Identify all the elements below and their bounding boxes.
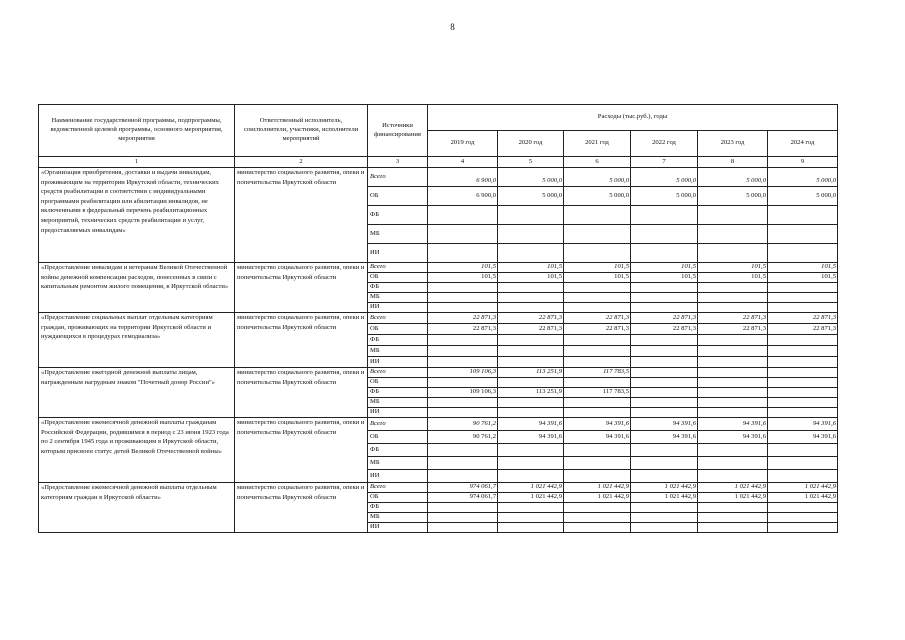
expense-value [564,244,631,263]
expense-value [498,470,564,483]
expense-value [698,470,768,483]
expense-value [428,444,498,457]
funding-source: ОБ [368,187,428,206]
funding-source: МБ [368,225,428,244]
expense-value: 5 000,0 [768,187,838,206]
column-number: 6 [564,157,631,168]
expense-value [631,503,698,513]
table-row [39,313,838,324]
expense-value [564,335,631,346]
expense-value [428,225,498,244]
expense-value: 94 391,6 [631,431,698,444]
expense-value [428,378,498,388]
expense-value [428,346,498,357]
expense-value [768,470,838,483]
expense-value [698,283,768,293]
funding-source: Всего [368,368,428,378]
program-executor: министерство социального развития, опеки и попечительства Иркутской области [235,263,368,313]
expense-value [428,335,498,346]
total-value: 94 391,6 [768,418,838,431]
expense-value [428,293,498,303]
expense-value [498,303,564,313]
expense-value [564,470,631,483]
total-value: 101,5 [698,263,768,273]
funding-source: ИИ [368,244,428,263]
expense-value [768,513,838,523]
expense-value: 1 021 442,9 [498,493,564,503]
funding-source: МБ [368,457,428,470]
expense-value [631,388,698,398]
expense-value: 101,5 [631,273,698,283]
expense-value [428,398,498,408]
expense-value: 101,5 [564,273,631,283]
expense-value [768,388,838,398]
program-executor: министерство социального развития, опеки и попечительства Иркутской области [235,313,368,368]
total-value [768,368,838,378]
funding-source: ФБ [368,444,428,457]
expense-value [698,444,768,457]
expense-value [698,206,768,225]
funding-source: ИИ [368,470,428,483]
expense-value [564,408,631,418]
expense-value [631,408,698,418]
funding-source: ФБ [368,503,428,513]
total-value: 90 761,2 [428,418,498,431]
expense-value: 101,5 [698,273,768,283]
expenses-table [38,104,838,533]
expense-value [631,398,698,408]
expense-value [631,293,698,303]
expense-value [428,457,498,470]
expense-value [698,408,768,418]
expense-value [768,303,838,313]
expense-value [631,513,698,523]
program-name: «Предоставление ежемесячной денежной выплаты отдельным категориям граждан в Иркутской области» [39,483,235,533]
funding-source: ФБ [368,206,428,225]
expense-value [768,244,838,263]
total-value: 974 061,7 [428,483,498,493]
expense-value: 101,5 [498,273,564,283]
expense-value [698,357,768,368]
expense-value [631,346,698,357]
funding-source: ОБ [368,273,428,283]
expense-value [631,457,698,470]
expense-value [498,346,564,357]
expense-value: 22 871,3 [428,324,498,335]
expense-value [768,523,838,533]
funding-source: Всего [368,263,428,273]
header-expenses: Расходы (тыс.руб.), годы [428,105,838,131]
expense-value [564,303,631,313]
funding-source: ФБ [368,335,428,346]
total-value: 101,5 [498,263,564,273]
header-year: 2020 год [498,131,564,157]
expense-value [698,523,768,533]
funding-source: ИИ [368,408,428,418]
total-value: 22 871,3 [428,313,498,324]
expense-value [428,283,498,293]
expense-value [768,378,838,388]
expense-value: 974 061,7 [428,493,498,503]
header-name: Наименование государственной программы, подпрограммы, ведомственной целевой программы, основного мероприятия, мероприятия [39,105,235,157]
expense-value: 113 251,9 [498,388,564,398]
total-value [631,368,698,378]
expense-value [768,335,838,346]
funding-source: ОБ [368,431,428,444]
program-executor: министерство социального развития, опеки и попечительства Иркутской области [235,418,368,483]
table-row [39,368,838,378]
expense-value [428,244,498,263]
funding-source: МБ [368,293,428,303]
total-value: 94 391,6 [498,418,564,431]
total-value: 94 391,6 [631,418,698,431]
expense-value [768,408,838,418]
expense-value [498,408,564,418]
expense-value [428,513,498,523]
expense-value [564,444,631,457]
expense-value [698,293,768,303]
total-value: 5 000,0 [498,168,564,187]
expense-value [698,388,768,398]
expense-value [564,513,631,523]
expense-value [498,225,564,244]
expense-value [768,503,838,513]
expense-value [498,283,564,293]
expense-value [498,335,564,346]
table-row [39,418,838,431]
program-name: «Предоставление социальных выплат отдельным категориям граждан, проживающих на территории Иркутской области и нуждающихся в процедурах гемодиализа» [39,313,235,368]
expense-value [698,225,768,244]
total-value: 22 871,3 [498,313,564,324]
expense-value [698,503,768,513]
total-value: 101,5 [428,263,498,273]
total-value [698,368,768,378]
funding-source: ИИ [368,303,428,313]
program-name: «Предоставление инвалидам и ветеранам Великой Отечественной войны денежной компенсации расходов, понесенных в связи с капитальным ремонтом жилого помещения, в Иркутской области» [39,263,235,313]
column-number: 8 [698,157,768,168]
expense-value: 1 021 442,9 [564,493,631,503]
expense-value: 22 871,3 [498,324,564,335]
expense-value [698,303,768,313]
expense-value [498,457,564,470]
total-value: 113 251,9 [498,368,564,378]
total-value: 5 000,0 [564,168,631,187]
expense-value: 5 000,0 [564,187,631,206]
expense-value [631,378,698,388]
expense-value [631,225,698,244]
expense-value [498,523,564,533]
funding-source: Всего [368,483,428,493]
funding-source: ОБ [368,493,428,503]
table-body [39,168,838,533]
funding-source: ИИ [368,357,428,368]
expense-value [631,303,698,313]
expense-value [498,293,564,303]
expense-value [428,470,498,483]
header-year: 2021 год [564,131,631,157]
funding-source: ОБ [368,324,428,335]
program-executor: министерство социального развития, опеки и попечительства Иркутской области [235,368,368,418]
column-number: 7 [631,157,698,168]
expense-value [698,457,768,470]
funding-source: ОБ [368,378,428,388]
expense-value: 22 871,3 [564,324,631,335]
expense-value [498,444,564,457]
program-executor: министерство социального развития, опеки и попечительства Иркутской области [235,483,368,533]
expense-value [498,244,564,263]
expense-value [428,523,498,533]
expense-value [564,206,631,225]
total-value: 6 900,0 [428,168,498,187]
header-executor: Ответственный исполнитель, соисполнители, участники, исполнители мероприятий [235,105,368,157]
program-executor: министерство социального развития, опеки и попечительства Иркутской области [235,168,368,263]
expense-value [768,293,838,303]
expense-value: 101,5 [768,273,838,283]
expense-value [698,378,768,388]
expense-value: 94 391,6 [698,431,768,444]
expense-value [498,503,564,513]
expense-value [564,503,631,513]
column-number: 3 [368,157,428,168]
expense-value [428,408,498,418]
header-source: Источники финансирования [368,105,428,157]
expense-value: 1 021 442,9 [698,493,768,503]
expense-value [698,513,768,523]
funding-source: Всего [368,418,428,431]
column-number: 4 [428,157,498,168]
expense-value [631,244,698,263]
page-number: 8 [450,22,455,32]
funding-source: МБ [368,398,428,408]
expense-value [631,335,698,346]
expense-value [768,206,838,225]
expense-value [768,457,838,470]
total-value: 5 000,0 [631,168,698,187]
expense-value [768,444,838,457]
total-value: 117 783,5 [564,368,631,378]
expense-value [631,357,698,368]
expense-value [428,206,498,225]
expense-value: 22 871,3 [698,324,768,335]
total-value: 1 021 442,9 [564,483,631,493]
funding-source: ФБ [368,283,428,293]
header-year: 2023 год [698,131,768,157]
funding-source: ФБ [368,388,428,398]
expense-value [564,293,631,303]
expense-value: 94 391,6 [768,431,838,444]
expense-value: 1 021 442,9 [631,493,698,503]
expense-value [498,378,564,388]
expense-value: 94 391,6 [498,431,564,444]
expense-value [631,470,698,483]
total-value: 101,5 [631,263,698,273]
expense-value [698,398,768,408]
table-row [39,263,838,273]
header-year: 2024 год [768,131,838,157]
funding-source: МБ [368,346,428,357]
column-number: 2 [235,157,368,168]
table-row [39,168,838,187]
expense-value: 5 000,0 [498,187,564,206]
total-value: 22 871,3 [698,313,768,324]
expense-value: 1 021 442,9 [768,493,838,503]
expense-value [564,357,631,368]
expense-value: 90 761,2 [428,431,498,444]
expense-value [564,283,631,293]
funding-source: Всего [368,313,428,324]
expense-value [564,378,631,388]
total-value: 101,5 [768,263,838,273]
total-value: 5 000,0 [698,168,768,187]
column-number: 9 [768,157,838,168]
expense-value: 22 871,3 [768,324,838,335]
program-name: «Предоставление ежегодной денежной выплаты лицам, награжденным нагрудным знаком "Почетный донор России"» [39,368,235,418]
expense-value [564,398,631,408]
total-value: 22 871,3 [564,313,631,324]
expense-value: 117 783,5 [564,388,631,398]
expense-value: 101,5 [428,273,498,283]
expense-value [498,513,564,523]
funding-source: Всего [368,168,428,187]
program-name: «Предоставление ежемесячной денежной выплаты гражданам Российской Федерации, родившимся в период с 23 июня 1923 года по 2 сентября 1945 года и проживающим в Иркутской области, которым присвоен статус детей Великой Отечественной войны» [39,418,235,483]
total-value: 22 871,3 [631,313,698,324]
total-value: 5 000,0 [768,168,838,187]
total-value: 22 871,3 [768,313,838,324]
expense-value [631,206,698,225]
column-number: 5 [498,157,564,168]
total-value: 1 021 442,9 [768,483,838,493]
total-value: 1 021 442,9 [498,483,564,493]
expense-value [768,283,838,293]
expense-value: 5 000,0 [698,187,768,206]
expense-value [498,206,564,225]
expense-value: 6 900,0 [428,187,498,206]
total-value: 94 391,6 [564,418,631,431]
expense-value [631,523,698,533]
expense-value [768,357,838,368]
expense-value [564,523,631,533]
table-row [39,483,838,493]
expense-value [428,503,498,513]
expense-value: 5 000,0 [631,187,698,206]
funding-source: ИИ [368,523,428,533]
header-year: 2019 год [428,131,498,157]
expense-value [698,244,768,263]
expense-value [564,346,631,357]
expense-value [631,444,698,457]
total-value: 1 021 442,9 [698,483,768,493]
expense-value [564,225,631,244]
expense-value [428,303,498,313]
expense-value [698,335,768,346]
total-value: 1 021 442,9 [631,483,698,493]
expense-value [698,346,768,357]
expense-value: 94 391,6 [564,431,631,444]
funding-source: МБ [368,513,428,523]
total-value: 94 391,6 [698,418,768,431]
program-name: «Организация приобретения, доставки и выдачи инвалидам, проживающим на территории Иркутской области, технических средств реабилитации в соответствии с индивидуальными программами реабилитации или абилитации инвалидов, не включенными в федеральный перечень реабилитационных мероприятий, технических средств реабилитации и услуг, предоставляемых инвалидам» [39,168,235,263]
expense-value [768,225,838,244]
expense-value: 22 871,3 [631,324,698,335]
expense-value [631,283,698,293]
expense-value [768,346,838,357]
expense-value [564,457,631,470]
expense-value [498,357,564,368]
total-value: 109 106,3 [428,368,498,378]
expense-value [768,398,838,408]
total-value: 101,5 [564,263,631,273]
header-year: 2022 год [631,131,698,157]
expense-value: 109 106,3 [428,388,498,398]
expense-value [428,357,498,368]
column-number: 1 [39,157,235,168]
expense-value [498,398,564,408]
